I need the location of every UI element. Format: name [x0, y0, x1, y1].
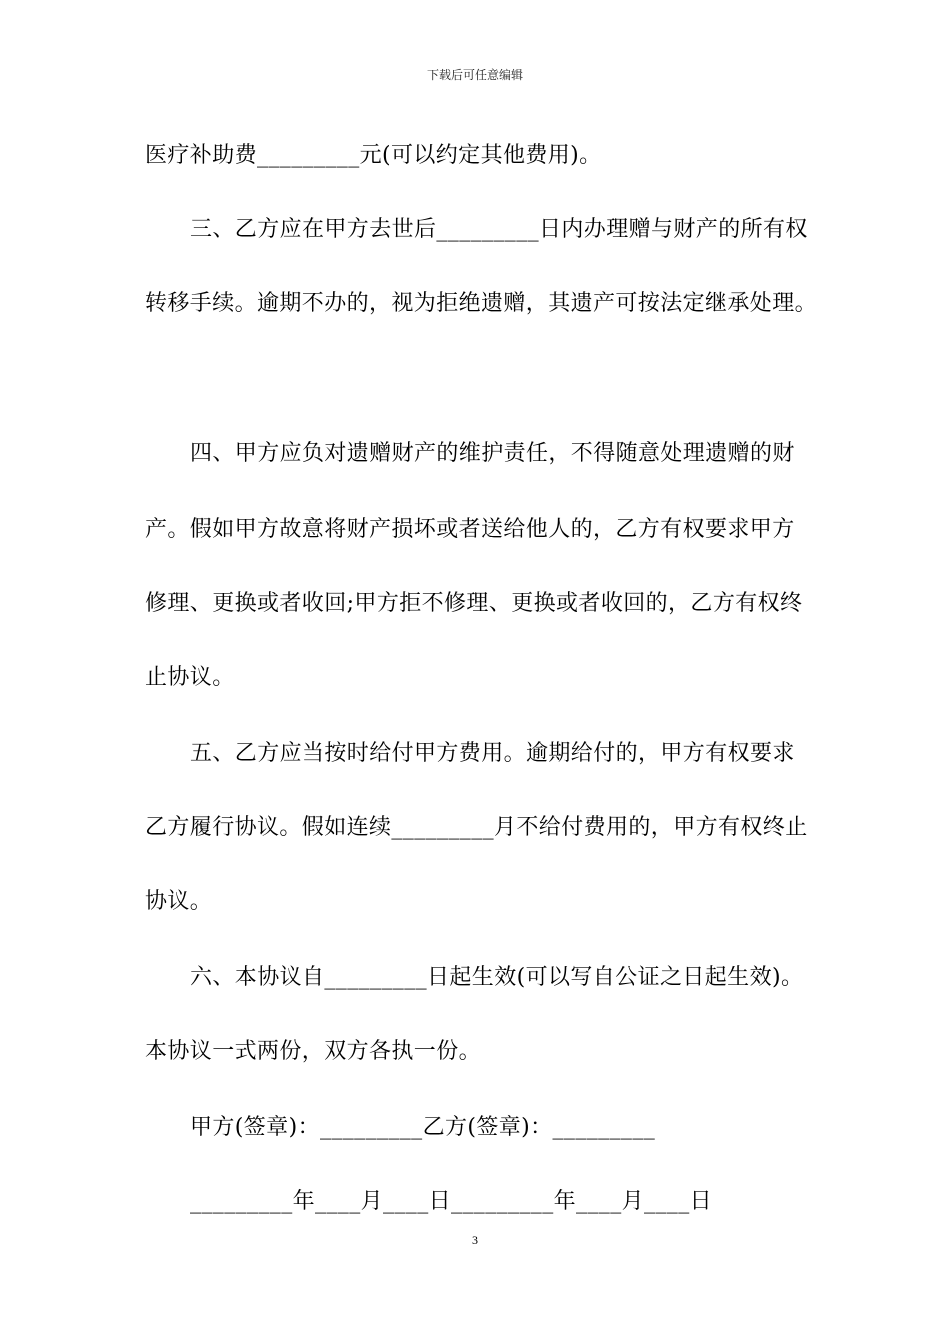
paragraph-line: 转移手续。逾期不办的，视为拒绝遗赠，其遗产可按法定继承处理。	[145, 291, 818, 316]
paragraph-line: 产。假如甲方故意将财产损坏或者送给他人的，乙方有权要求甲方	[145, 517, 795, 542]
paragraph-line: 乙方履行协议。假如连续_________月不给付费用的，甲方有权终止	[145, 815, 808, 840]
paragraph-line: 四、甲方应负对遗赠财产的维护责任，不得随意处理遗赠的财	[190, 441, 795, 466]
paragraph-line: 五、乙方应当按时给付甲方费用。逾期给付的，甲方有权要求	[190, 741, 795, 766]
signature-line: 甲方(签章)：_________乙方(签章)：_________	[190, 1115, 656, 1140]
paragraph-line: 协议。	[145, 889, 213, 914]
paragraph-line: 止协议。	[145, 665, 235, 690]
paragraph-line: 三、乙方应在甲方去世后_________日内办理赠与财产的所有权	[190, 217, 808, 242]
page-number: 3	[472, 1233, 478, 1247]
paragraph-line: 本协议一式两份，双方各执一份。	[145, 1039, 482, 1064]
paragraph-line: 修理、更换或者收回;甲方拒不修理、更换或者收回的，乙方有权终	[145, 591, 803, 616]
paragraph-line: 六、本协议自_________日起生效(可以写自公证之日起生效)。	[190, 965, 804, 990]
page-header: 下载后可任意编辑	[426, 68, 523, 82]
date-line: _________年____月____日_________年____月____日	[190, 1189, 713, 1214]
paragraph-line: 医疗补助费_________元(可以约定其他费用)。	[145, 143, 602, 168]
